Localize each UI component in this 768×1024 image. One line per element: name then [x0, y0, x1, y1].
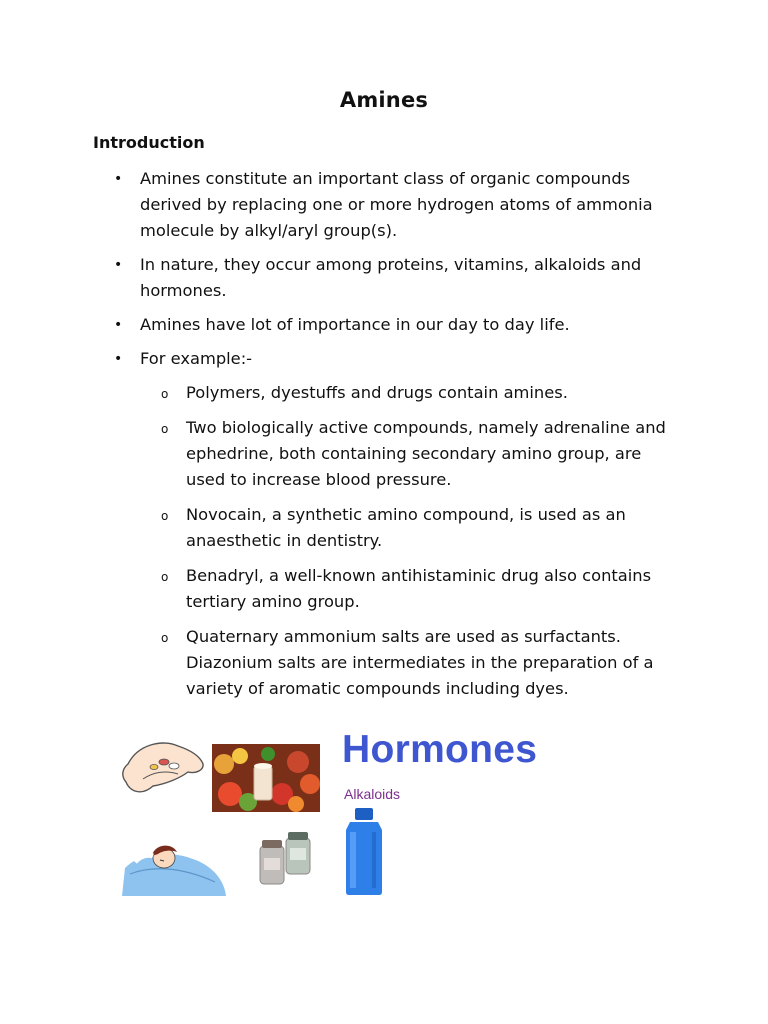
bullet-item: [93, 252, 693, 304]
example-text: Two biologically active compounds, namely adrenaline and ephedrine, both containing secondary amino group, are used to increase blood pressure.: [186, 418, 666, 489]
example-item: [140, 563, 673, 615]
bullet-marker: •: [114, 351, 123, 367]
bullet-text: Amines constitute an important class of organic compounds derived by replacing one or more hydrogen atoms of ammonia molecule by alkyl/aryl group(s).: [140, 169, 653, 240]
bullet-marker: •: [114, 257, 123, 273]
fruits-and-vegetables-illustration: [212, 744, 320, 812]
bullet-text: For example:-: [140, 349, 253, 368]
blue-bottle-illustration: [340, 808, 388, 896]
bullet-text: Amines have lot of importance in our day to day life.: [140, 315, 570, 334]
example-text: Quaternary ammonium salts are used as surfactants. Diazonium salts are intermediates in the preparation of a variety of aromatic compounds including dyes.: [186, 627, 654, 698]
alkaloids-label: Alkaloids: [344, 786, 401, 802]
example-item: [140, 624, 673, 702]
circle-bullet-marker: o: [161, 631, 169, 645]
circle-bullet-marker: o: [161, 509, 169, 523]
example-text: Novocain, a synthetic amino compound, is used as an anaesthetic in dentistry.: [186, 505, 626, 550]
example-text: Benadryl, a well-known antihistaminic drug also contains tertiary amino group.: [186, 566, 652, 611]
example-item: [140, 380, 673, 406]
example-text: Polymers, dyestuffs and drugs contain amines.: [186, 383, 568, 402]
example-item: [140, 502, 673, 554]
bullet-marker: •: [114, 171, 123, 187]
pill-bottles-illustration: [256, 828, 318, 888]
bullet-item: [93, 166, 693, 244]
hormones-label: Hormones: [342, 728, 538, 771]
example-list: [140, 380, 693, 702]
example-item: [140, 415, 673, 493]
hand-with-pills-illustration: [118, 734, 208, 804]
page-title: Amines: [339, 88, 429, 112]
bullet-list: [93, 166, 693, 711]
bullet-text: In nature, they occur among proteins, vitamins, alkaloids and hormones.: [140, 255, 642, 300]
bullet-marker: •: [114, 317, 123, 333]
circle-bullet-marker: o: [161, 387, 169, 401]
sleeping-person-illustration: [120, 838, 228, 898]
bullet-item: [93, 312, 693, 338]
bullet-item: [93, 346, 693, 702]
section-heading: Introduction: [93, 133, 205, 152]
circle-bullet-marker: o: [161, 570, 169, 584]
circle-bullet-marker: o: [161, 422, 169, 436]
